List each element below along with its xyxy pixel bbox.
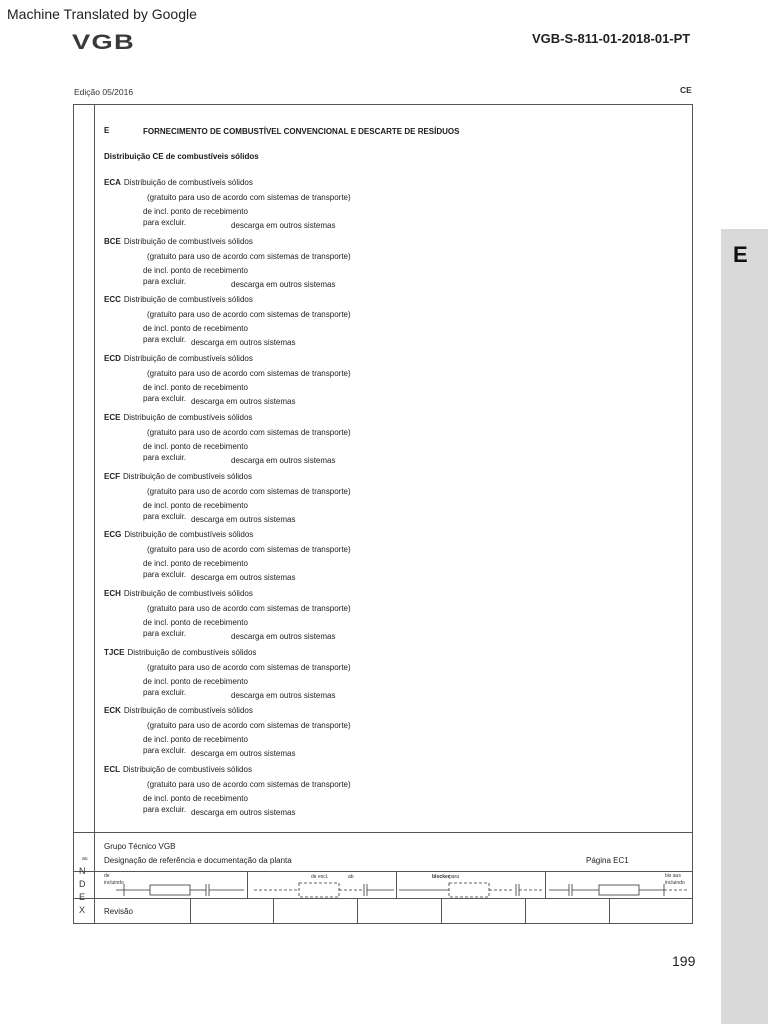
boundary-diagram xyxy=(94,872,693,898)
entry-heading xyxy=(104,706,253,715)
section-letter: E xyxy=(104,126,110,135)
entry-label: Distribuição de combustíveis sólidos xyxy=(123,237,253,246)
index-letter-x: X xyxy=(79,905,86,915)
entry-code: ECK xyxy=(104,706,121,715)
entry-line-3b: descarga em outros sistemas xyxy=(191,808,296,817)
entry-heading xyxy=(104,178,253,187)
entry-line-3b: descarga em outros sistemas xyxy=(191,338,296,347)
revision-divider xyxy=(357,898,358,924)
entry-code: ECD xyxy=(104,354,121,363)
entry-line-1: (gratuito para uso de acordo com sistemas de transporte) xyxy=(147,487,351,496)
entry-line-2: de incl. ponto de recebimento xyxy=(143,735,248,744)
entry-line-2: de incl. ponto de recebimento xyxy=(143,501,248,510)
entry-line-3b: descarga em outros sistemas xyxy=(231,221,336,230)
revision-divider xyxy=(190,898,191,924)
index-small-label: au xyxy=(82,856,88,862)
entry-line-3a: para excluir. xyxy=(143,570,187,579)
entry-label: Distribuição de combustíveis sólidos xyxy=(123,589,253,598)
diagram-label: de xyxy=(104,873,110,879)
entry-line-3a: para excluir. xyxy=(143,453,187,462)
footer-group: Grupo Técnico VGB xyxy=(104,842,176,851)
entry-line-1: (gratuito para uso de acordo com sistemas de transporte) xyxy=(147,545,351,554)
section-title: FORNECIMENTO DE COMBUSTÍVEL CONVENCIONAL E DESCARTE DE RESÍDUOS xyxy=(143,127,460,136)
footer-page-label: Página EC1 xyxy=(586,856,629,865)
entry-code: TJCE xyxy=(104,648,125,657)
diagram-label: de excl. xyxy=(311,874,329,880)
footer-diagram-rule-bottom xyxy=(73,898,693,899)
entry-label: Distribuição de combustíveis sólidos xyxy=(123,295,253,304)
entry-line-3a: para excluir. xyxy=(143,805,187,814)
entry-code: ECE xyxy=(104,413,121,422)
entry-heading xyxy=(104,648,256,657)
entry-heading xyxy=(104,354,253,363)
edition-label: Edição 05/2016 xyxy=(74,87,134,97)
entry-label: Distribuição de combustíveis sólidos xyxy=(123,178,253,187)
entry-label: Distribuição de combustíveis sólidos xyxy=(127,648,257,657)
entry-heading xyxy=(104,472,252,481)
machine-translated-note: Machine Translated by Google xyxy=(7,6,197,22)
entry-code: ECL xyxy=(104,765,120,774)
entry-line-3a: para excluir. xyxy=(143,335,187,344)
footer-designation: Designação de referência e documentação da planta xyxy=(104,856,292,865)
entry-line-3b: descarga em outros sistemas xyxy=(231,456,336,465)
revision-label: Revisão xyxy=(104,907,133,916)
entry-line-1: (gratuito para uso de acordo com sistemas de transporte) xyxy=(147,193,351,202)
entry-line-3b: descarga em outros sistemas xyxy=(231,691,336,700)
entry-code: ECF xyxy=(104,472,120,481)
entry-code: ECC xyxy=(104,295,121,304)
entry-line-2: de incl. ponto de recebimento xyxy=(143,677,248,686)
entry-line-3b: descarga em outros sistemas xyxy=(191,397,296,406)
entry-line-3b: descarga em outros sistemas xyxy=(191,749,296,758)
entry-line-3a: para excluir. xyxy=(143,746,187,755)
page-number: 199 xyxy=(672,953,696,969)
entry-line-1: (gratuito para uso de acordo com sistemas de transporte) xyxy=(147,663,351,672)
entry-heading xyxy=(104,765,252,774)
entry-line-1: (gratuito para uso de acordo com sistemas de transporte) xyxy=(147,721,351,730)
entry-heading xyxy=(104,295,253,304)
index-letter-n: N xyxy=(79,866,86,876)
entry-line-2: de incl. ponto de recebimento xyxy=(143,383,248,392)
entry-line-3b: descarga em outros sistemas xyxy=(191,515,296,524)
revision-divider xyxy=(609,898,610,924)
entry-line-2: de incl. ponto de recebimento xyxy=(143,207,248,216)
sidebar-tab xyxy=(721,229,768,1024)
entry-line-1: (gratuito para uso de acordo com sistemas de transporte) xyxy=(147,780,351,789)
entry-code: BCE xyxy=(104,237,121,246)
diagram-label: blocker xyxy=(432,874,450,880)
entry-label: Distribuição de combustíveis sólidos xyxy=(123,354,253,363)
entry-line-2: de incl. ponto de recebimento xyxy=(143,442,248,451)
entry-line-2: de incl. ponto de recebimento xyxy=(143,794,248,803)
sidebar-letter: E xyxy=(733,242,748,267)
entry-label: Distribuição de combustíveis sólidos xyxy=(123,413,253,422)
document-id: VGB-S-811-01-2018-01-PT xyxy=(532,31,691,46)
revision-divider xyxy=(525,898,526,924)
revision-divider xyxy=(273,898,274,924)
entry-line-2: de incl. ponto de recebimento xyxy=(143,266,248,275)
index-letter-e: E xyxy=(79,892,86,902)
entry-line-3a: para excluir. xyxy=(143,277,187,286)
entry-line-1: (gratuito para uso de acordo com sistemas de transporte) xyxy=(147,369,351,378)
entry-label: Distribuição de combustíveis sólidos xyxy=(123,472,252,481)
vgb-logo: VGB xyxy=(72,31,136,54)
diagram-label: bis aus xyxy=(665,873,681,879)
entry-line-2: de incl. ponto de recebimento xyxy=(143,618,248,627)
section-subtitle: Distribuição CE de combustíveis sólidos xyxy=(104,152,259,161)
entry-line-3a: para excluir. xyxy=(143,394,187,403)
entry-line-3a: para excluir. xyxy=(143,512,187,521)
entry-line-3a: para excluir. xyxy=(143,688,187,697)
entry-heading xyxy=(104,237,253,246)
entry-code: ECH xyxy=(104,589,121,598)
entry-line-1: (gratuito para uso de acordo com sistemas de transporte) xyxy=(147,252,351,261)
entry-line-3b: descarga em outros sistemas xyxy=(231,632,336,641)
revision-divider xyxy=(441,898,442,924)
diagram-label: incluindo xyxy=(104,880,124,886)
entry-line-3b: descarga em outros sistemas xyxy=(231,280,336,289)
entry-line-3b: descarga em outros sistemas xyxy=(191,573,296,582)
entry-line-3a: para excluir. xyxy=(143,629,187,638)
entry-line-2: de incl. ponto de recebimento xyxy=(143,559,248,568)
diagram-label: ab xyxy=(348,874,354,880)
entry-heading xyxy=(104,589,253,598)
entry-code: ECA xyxy=(104,178,121,187)
entry-line-1: (gratuito para uso de acordo com sistemas de transporte) xyxy=(147,604,351,613)
entry-label: Distribuição de combustíveis sólidos xyxy=(123,706,253,715)
entry-line-1: (gratuito para uso de acordo com sistemas de transporte) xyxy=(147,310,351,319)
entry-line-3a: para excluir. xyxy=(143,218,187,227)
entry-code: ECG xyxy=(104,530,122,539)
entry-label: Distribuição de combustíveis sólidos xyxy=(124,530,254,539)
index-letter-d: D xyxy=(79,879,86,889)
entry-heading xyxy=(104,413,252,422)
footer-top-rule xyxy=(73,832,693,833)
section-code: CE xyxy=(680,85,692,95)
entry-label: Distribuição de combustíveis sólidos xyxy=(123,765,252,774)
entry-line-1: (gratuito para uso de acordo com sistemas de transporte) xyxy=(147,428,351,437)
entry-line-2: de incl. ponto de recebimento xyxy=(143,324,248,333)
index-column-divider xyxy=(94,104,95,924)
diagram-label: para xyxy=(449,874,460,880)
entry-heading xyxy=(104,530,253,539)
diagram-label: incluindo xyxy=(665,880,685,886)
